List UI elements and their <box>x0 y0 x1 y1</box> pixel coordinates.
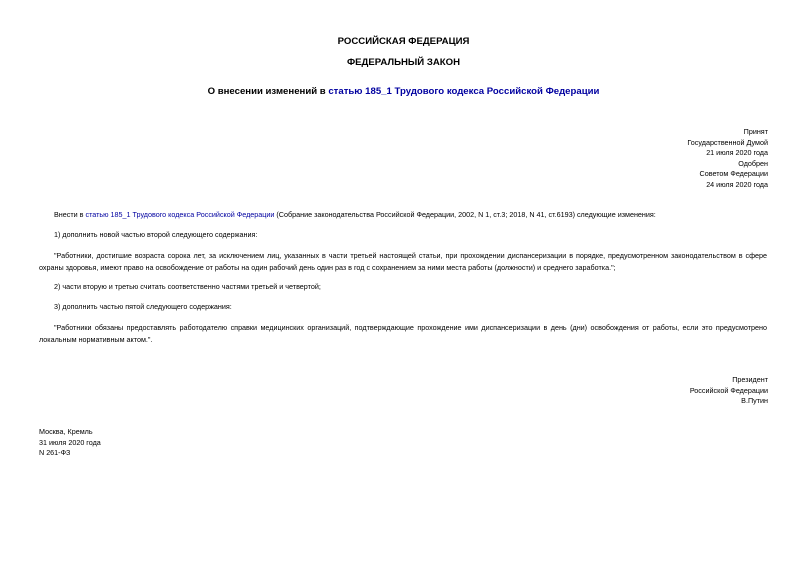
intro-article-link[interactable]: статью 185_1 Трудового кодекса Российской Федерации <box>85 210 275 219</box>
intro-prefix: Внести в <box>54 210 86 219</box>
place-date-line: N 261-ФЗ <box>39 448 71 458</box>
law-type-heading: ФЕДЕРАЛЬНЫЙ ЗАКОН <box>346 57 461 68</box>
law-title-prefix: О внесении изменений в <box>207 86 329 97</box>
law-title <box>0 86 807 97</box>
country-heading: РОССИЙСКАЯ ФЕДЕРАЦИЯ <box>337 36 470 47</box>
item-1-paragraph: 1) дополнить новой частью второй следующего содержания: <box>54 230 258 239</box>
adoption-line: Государственной Думой <box>687 137 768 147</box>
place-date-line: Москва, Кремль <box>39 427 93 436</box>
adoption-line: Принят <box>743 127 768 136</box>
adoption-line: 24 июля 2020 года <box>706 179 768 189</box>
law-title-article-link[interactable]: статью 185_1 Трудового кодекса Российской Федерации <box>328 86 600 97</box>
place-date-block <box>39 427 101 459</box>
adoption-line: Одобрен <box>738 158 768 168</box>
quote-1-paragraph: "Работники, достигшие возраста сорока лет, за исключением лиц, указанных в части третьей настоящей статьи, при прохождении диспансеризации в порядке, предусмотренном законодательством в сфере охраны здоровья, имеют право на освобождение от работы на один рабочий день один раз в год с сохранением за ними места работы (должности) и среднего заработка."; <box>39 251 767 272</box>
quote-2-paragraph: "Работники обязаны предоставлять работодателю справки медицинских организаций, подтверждающие прохождение ими диспансеризации в день (дни) освобождения от работы, если это предусмотрено локальным нормативным актом.". <box>39 323 767 344</box>
intro-paragraph <box>39 209 767 221</box>
signature-line: Президент <box>732 375 768 384</box>
adoption-line: Советом Федерации <box>699 169 768 179</box>
place-date-line: 31 июля 2020 года <box>39 437 101 447</box>
adoption-line: 21 июля 2020 года <box>706 148 768 158</box>
adoption-info <box>687 127 768 191</box>
signature-block <box>690 375 768 407</box>
item-2-paragraph: 2) части вторую и третью считать соответственно частями третьей и четвертой; <box>54 282 321 291</box>
intro-suffix: (Собрание законодательства Российской Федерации, 2002, N 1, ст.3; 2018, N 41, ст.6193) следующие изменения: <box>274 210 656 219</box>
signature-line: Российской Федерации <box>689 385 768 395</box>
signature-line: В.Путин <box>741 396 768 406</box>
item-3-paragraph: 3) дополнить частью пятой следующего содержания: <box>54 302 232 311</box>
